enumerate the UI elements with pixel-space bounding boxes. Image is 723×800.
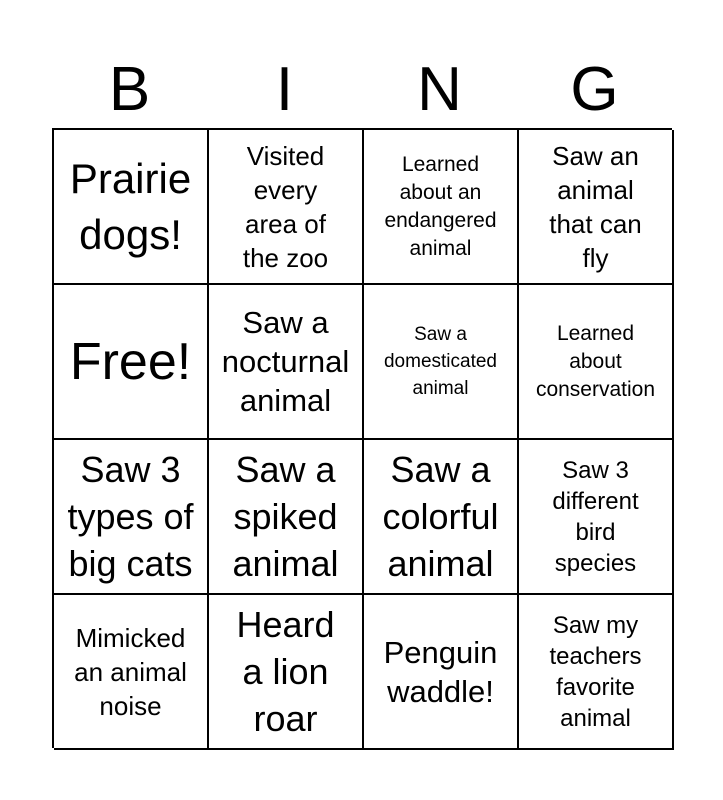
bingo-header <box>52 52 672 128</box>
bingo-cell-free[interactable] <box>54 285 209 440</box>
header-letter-i: I <box>275 55 294 124</box>
cell-text: Heard a lion roar <box>236 604 335 739</box>
bingo-cell[interactable] <box>519 285 674 440</box>
bingo-cell[interactable] <box>209 285 364 440</box>
cell-text: Saw 3 different bird species <box>552 456 639 577</box>
cell-text: Prairie dogs! <box>69 154 192 258</box>
cell-text: Learned about conservation <box>535 321 656 401</box>
cell-text: Saw a colorful animal <box>382 449 499 584</box>
cell-text: Penguin waddle! <box>383 634 498 709</box>
header-letter-n: N <box>417 55 462 124</box>
bingo-cell[interactable] <box>364 595 519 750</box>
bingo-cell[interactable] <box>54 595 209 750</box>
cell-text: Saw a domesticated animal <box>383 324 497 399</box>
cell-text: Saw a nocturnal animal <box>221 305 350 418</box>
bingo-cell[interactable] <box>519 595 674 750</box>
bingo-cell[interactable] <box>364 130 519 285</box>
cell-text: Free! <box>69 332 192 391</box>
bingo-cell[interactable] <box>209 440 364 595</box>
cell-text: Saw my teachers favorite animal <box>549 611 642 732</box>
cell-text: Learned about an endangered animal <box>384 152 497 260</box>
bingo-cell[interactable] <box>209 595 364 750</box>
bingo-cell[interactable] <box>364 285 519 440</box>
bingo-cell[interactable] <box>209 130 364 285</box>
bingo-cell[interactable] <box>519 440 674 595</box>
header-letter-g: G <box>570 55 619 124</box>
header-letter-b: B <box>108 55 151 124</box>
cell-text: Visited every area of the zoo <box>242 140 329 273</box>
bingo-cell[interactable] <box>54 130 209 285</box>
cell-text: Saw a spiked animal <box>232 449 339 584</box>
cell-text: Saw 3 types of big cats <box>67 449 194 584</box>
cell-text: Saw an animal that can fly <box>549 140 642 273</box>
bingo-cell[interactable] <box>54 440 209 595</box>
bingo-cell[interactable] <box>364 440 519 595</box>
bingo-cell[interactable] <box>519 130 674 285</box>
cell-text: Mimicked an animal noise <box>74 622 187 721</box>
bingo-board <box>52 128 672 748</box>
